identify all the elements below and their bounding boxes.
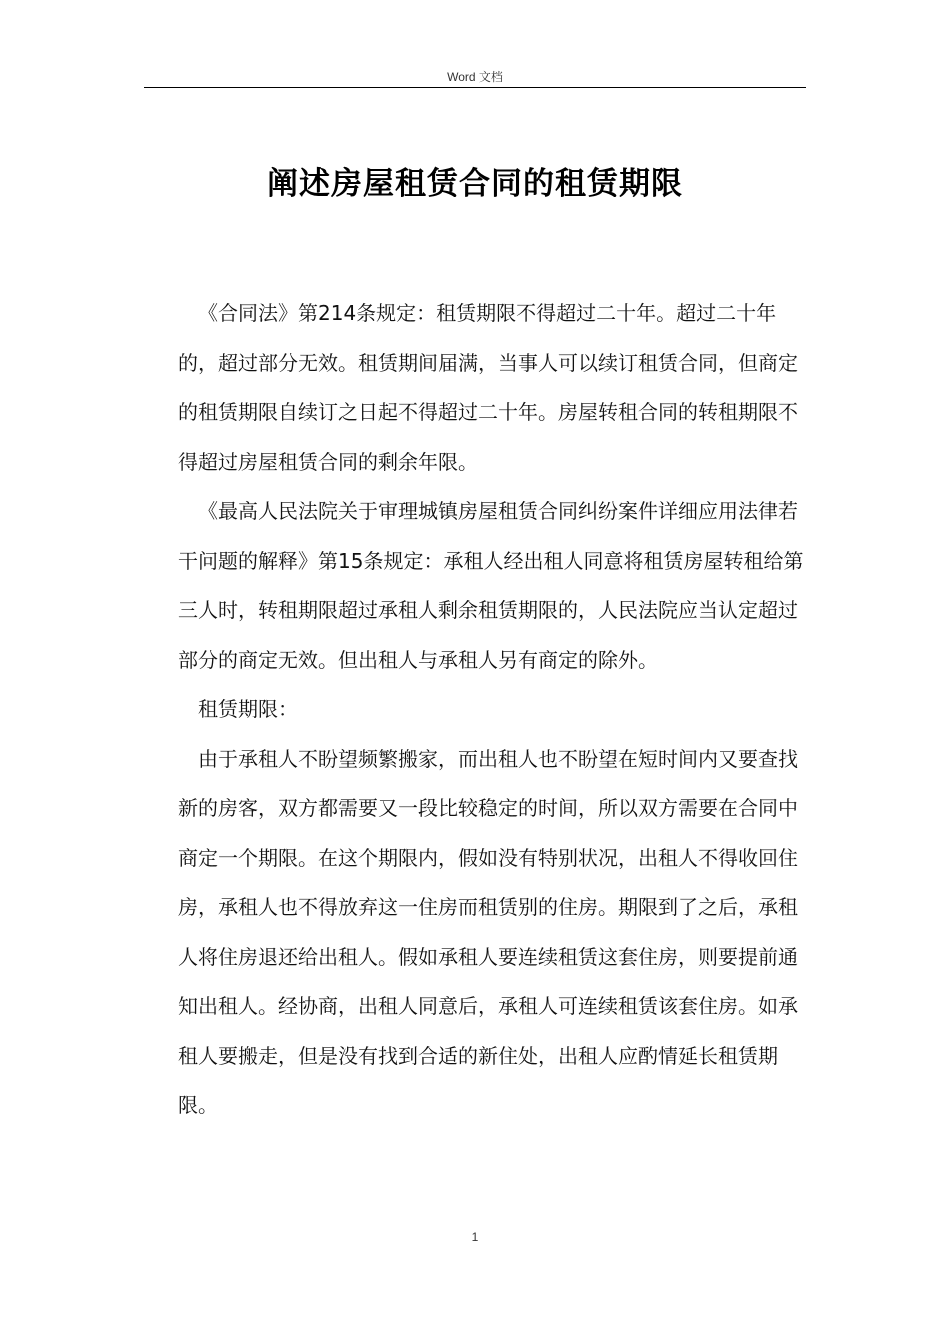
document-body bbox=[178, 289, 804, 1131]
paragraph: 《最高人民法院关于审理城镇房屋租赁合同纠纷案件详细应用法律若干问题的解释》第15条规定：承租人经出租人同意将租赁房屋转租给第三人时，转租期限超过承租人剩余租赁期限的，人民法院应当认定超过部分的商定无效。但出租人与承租人另有商定的除外。 bbox=[178, 499, 804, 672]
paragraph: 《合同法》第214条规定：租赁期限不得超过二十年。超过二十年的，超过部分无效。租赁期间届满，当事人可以续订租赁合同，但商定的租赁期限自续订之日起不得超过二十年。房屋转租合同的转租期限不得超过房屋租赁合同的剩余年限。 bbox=[178, 301, 798, 474]
page-number: 1 bbox=[471, 1230, 479, 1244]
header-divider bbox=[144, 87, 806, 88]
page-header-label: Word 文档 bbox=[447, 70, 503, 84]
document-title: 阐述房屋租赁合同的租赁期限 bbox=[267, 166, 683, 202]
paragraph: 租赁期限： bbox=[198, 697, 298, 721]
paragraph: 由于承租人不盼望频繁搬家，而出租人也不盼望在短时间内又要查找新的房客，双方都需要又一段比较稳定的时间，所以双方需要在合同中商定一个期限。在这个期限内，假如没有特别状况，出租人不得收回住房，承租人也不得放弃这一住房而租赁别的住房。期限到了之后，承租人将住房退还给出租人。假如承租人要连续租赁这套住房，则要提前通知出租人。经协商，出租人同意后，承租人可连续租赁该套住房。如承租人要搬走，但是没有找到合适的新住处，出租人应酌情延长租赁期限。 bbox=[178, 746, 798, 1117]
